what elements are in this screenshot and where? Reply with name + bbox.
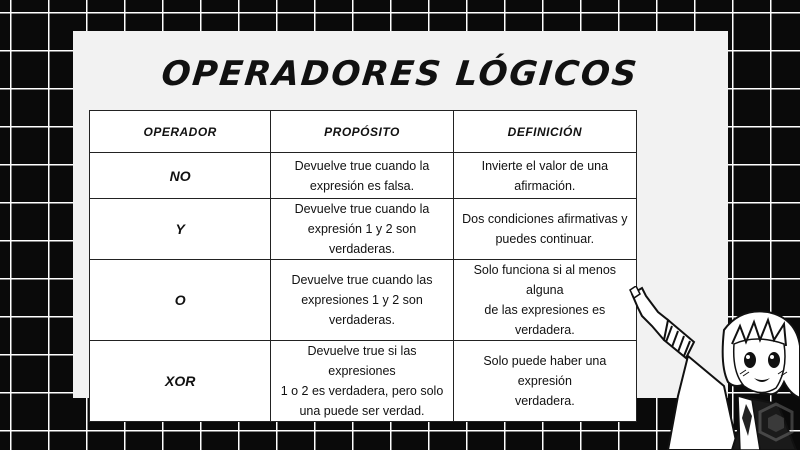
definition-cell (453, 199, 636, 260)
purpose-line: expresión 1 y 2 son verdaderas. (307, 222, 417, 256)
operator-cell: NO (90, 153, 271, 199)
table-header-row (90, 111, 637, 153)
definition-line: afirmación. (514, 178, 576, 193)
definition-line: Solo puede haber una expresión (483, 354, 607, 388)
purpose-line: Devuelve true cuando la (294, 158, 430, 173)
definition-cell (453, 153, 636, 199)
definition-line: Dos condiciones afirmativas y (462, 212, 628, 226)
definition-line: Invierte el valor de una (481, 158, 609, 173)
definition-line: Solo funciona si al menos alguna (473, 263, 617, 297)
purpose-cell (271, 341, 453, 422)
purpose-cell (271, 153, 453, 199)
definition-cell (453, 260, 636, 341)
definition-line: verdadera. (514, 323, 575, 337)
purpose-line: Devuelve true si las expresiones (307, 344, 417, 378)
purpose-line: verdaderas. (328, 313, 395, 327)
definition-line: puedes continuar. (495, 232, 595, 246)
header-definicion: DEFINICIÓN (453, 111, 636, 153)
corner-logo-icon (750, 402, 800, 450)
slide-title: OPERADORES LÓGICOS (159, 54, 641, 94)
purpose-cell (271, 199, 453, 260)
purpose-line: expresión es falsa. (309, 178, 415, 193)
definition-line: verdadera. (514, 394, 575, 408)
header-operador: OPERADOR (90, 111, 271, 153)
table-row (90, 341, 637, 422)
table-row (90, 260, 637, 341)
operator-cell: Y (90, 199, 271, 260)
definition-cell (453, 341, 636, 422)
operators-table (89, 110, 637, 422)
table-row (90, 153, 637, 199)
operator-cell: O (90, 260, 271, 341)
purpose-line: una puede ser verdad. (299, 404, 425, 418)
header-proposito: PROPÓSITO (271, 111, 453, 153)
purpose-line: Devuelve true cuando las (291, 273, 433, 287)
purpose-cell (271, 260, 453, 341)
operator-cell: XOR (90, 341, 271, 422)
table-row (90, 199, 637, 260)
purpose-line: 1 o 2 es verdadera, pero solo (280, 384, 444, 398)
definition-line: de las expresiones es (484, 303, 606, 317)
purpose-line: Devuelve true cuando la (294, 202, 430, 216)
purpose-line: expresiones 1 y 2 son (301, 293, 423, 307)
